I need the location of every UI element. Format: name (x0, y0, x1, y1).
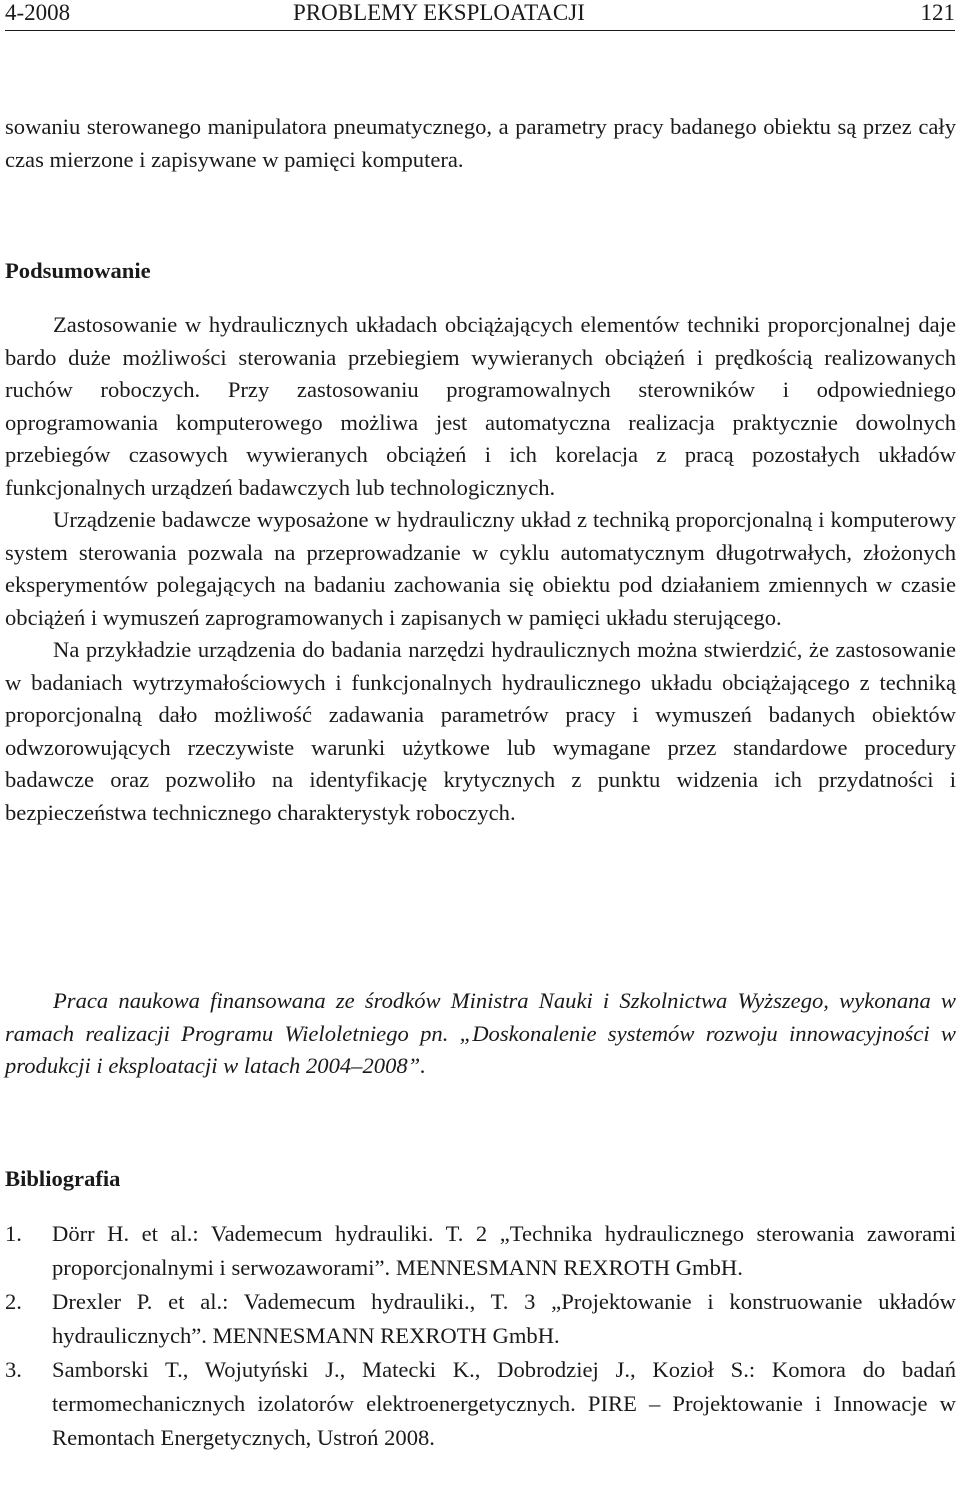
page-number: 121 (920, 0, 955, 25)
entry-text: Dörr H. et al.: Vademecum hydrauliki. T. 2 „Technika hydraulicznego sterowania zaworami proporcjonalnymi i serwozaworami”. MENNESMANN REXROTH GmbH. (52, 1221, 956, 1280)
entry-number: 2. (5, 1289, 22, 1314)
journal-title: PROBLEMY EKSPLOATACJI (293, 0, 585, 25)
entry-text: Drexler P. et al.: Vademecum hydrauliki., T. 3 „Projektowanie i konstruowanie układów hydraulicznych”. MENNESMANN REXROTH GmbH. (52, 1289, 956, 1348)
issue-number: 4-2008 (5, 0, 71, 25)
paragraph-text: sowaniu sterowanego manipulatora pneumatycznego, a parametry pracy badanego obiektu są przez cały czas mierzone i zapisywane w pamięci komputera. (5, 114, 956, 172)
entry-number: 1. (5, 1221, 22, 1246)
continued-paragraph (5, 111, 956, 176)
funding-text: Praca naukowa finansowana ze środków Ministra Nauki i Szkolnictwa Wyższego, wykonana w ramach realizacji Programu Wieloletniego pn. „Doskonalenie systemów rozwoju innowacyjności w produkcji i eksploatacji w latach 2004–2008”. (5, 988, 956, 1078)
summary-paragraph: Na przykładzie urządzenia do badania narzędzi hydraulicznych można stwierdzić, że zastosowanie w badaniach wytrzymałościowych i funkcjonalnych hydraulicznego układu obciążającego z techniką proporcjonalną dało możliwość zadawania parametrów pracy i wymuszeń badanych obiektów odwzorowujących rzeczywiste warunki użytkowe lub wymagane przez standardowe procedury badawcze oraz pozwoliło na identyfikację krytycznych z punktu widzenia ich przydatności i bezpieczeństwa technicznego charakterystyk roboczych. (5, 637, 956, 825)
entry-number: 3. (5, 1357, 22, 1382)
entry-text: Samborski T., Wojutyński J., Matecki K., Dobrodziej J., Kozioł S.: Komora do badań termomechanicznych izolatorów elektroenergetycznych. PIRE – Projektowanie i Innowacje w Remontach Energetycznych, Ustroń 2008. (52, 1357, 956, 1450)
bibliography-entry (5, 1353, 956, 1455)
summary-paragraph: Urządzenie badawcze wyposażone w hydrauliczny układ z techniką proporcjonalną i komputerowy system sterowania pozwala na przeprowadzanie w cyklu automatycznym długotrwałych, złożonych eksperymentów polegających na badaniu zachowania się obiektu pod działaniem zmiennych w czasie obciążeń i wymuszeń zaprogramowanych i zapisanych w pamięci układu sterującego. (5, 507, 956, 630)
section-heading-summary: Podsumowanie (5, 258, 151, 283)
running-header (5, 0, 955, 31)
bibliography-entry (5, 1285, 956, 1353)
summary-body (5, 309, 956, 829)
section-heading-bibliography: Bibliografia (5, 1166, 121, 1191)
bibliography-list (5, 1217, 956, 1455)
summary-paragraph: Zastosowanie w hydraulicznych układach obciążających elementów techniki proporcjonalnej daje bardo duże możliwości sterowania przebiegiem wywieranych obciążeń i prędkością realizowanych ruchów roboczych. Przy zastosowaniu programowalnych sterowników i odpowiedniego oprogramowania komputerowego możliwa jest automatyczna realizacja praktycznie dowolnych przebiegów czasowych wywieranych obciążeń i ich korelacja z pracą pozostałych układów funkcjonalnych urządzeń badawczych lub technologicznych. (5, 312, 956, 500)
funding-note (5, 985, 956, 1083)
bibliography-entry (5, 1217, 956, 1285)
